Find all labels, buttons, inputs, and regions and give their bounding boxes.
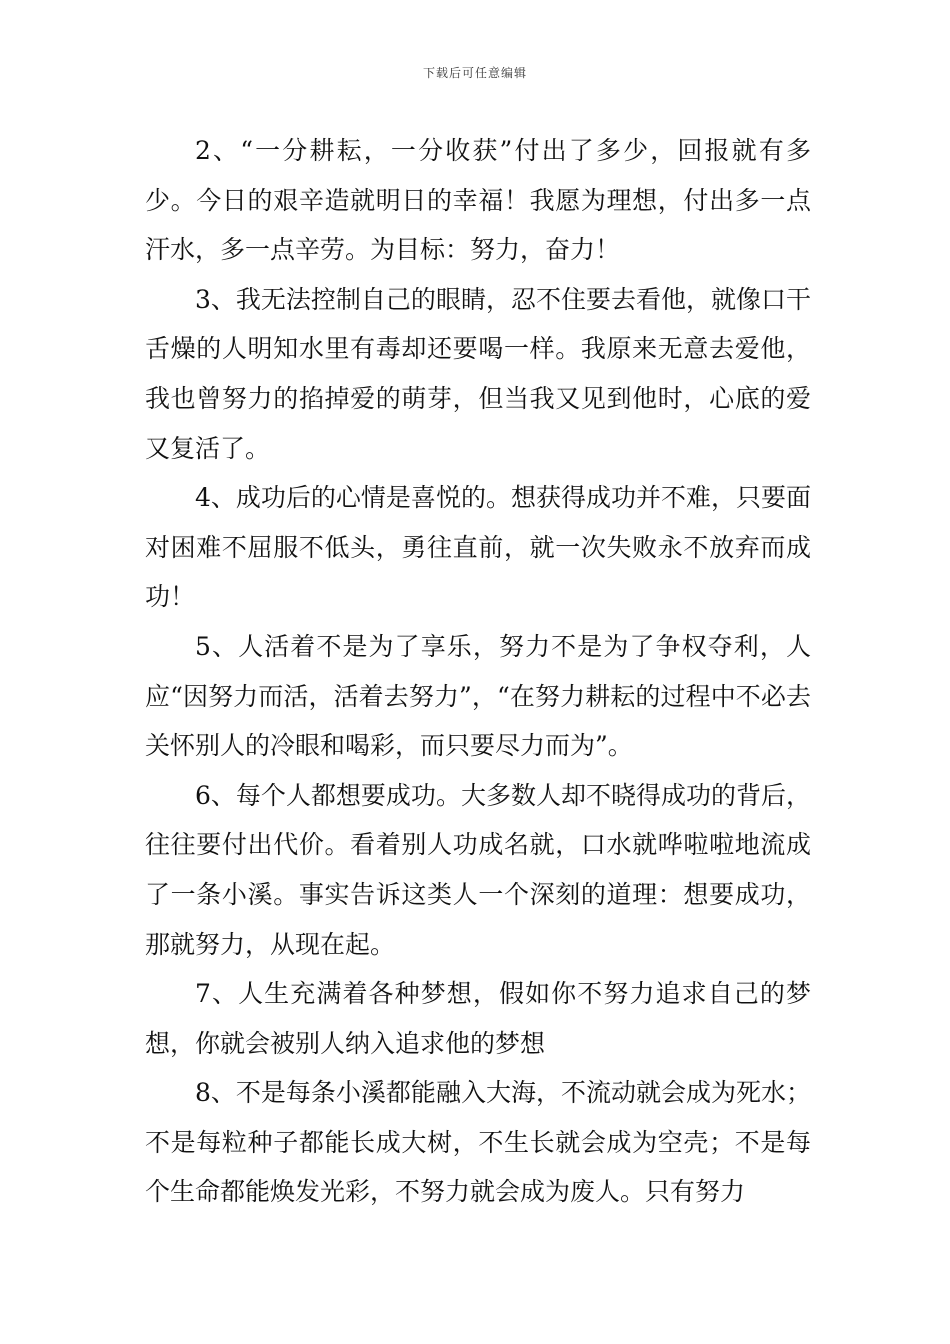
- page-header: 下载后可任意编辑: [422, 66, 527, 80]
- paragraph-5: 5、人活着不是为了享乐，努力不是为了争权夺利，人应“因努力而活，活着去努力”，“在努力耕耘的过程中不必去关怀别人的冷眼和喝彩，而只要尽力而为”。: [145, 631, 811, 761]
- document-body: [145, 126, 811, 1217]
- paragraph-3: 3、我无法控制自己的眼睛，忍不住要去看他，就像口干舌燥的人明知水里有毒却还要喝一样。我原来无意去爱他，我也曾努力的掐掉爱的萌芽，但当我又见到他时，心底的爱又复活了。: [145, 284, 811, 463]
- paragraph-6: 6、每个人都想要成功。大多数人却不晓得成功的背后，往往要付出代价。看着别人功成名就，口水就哗啦啦地流成了一条小溪。事实告诉这类人一个深刻的道理：想要成功，那就努力，从现在起。: [145, 780, 811, 959]
- paragraph-2: 2、“一分耕耘，一分收获”付出了多少，回报就有多少。今日的艰辛造就明日的幸福！我愿为理想，付出多一点汗水，多一点辛劳。为目标：努力，奋力！: [145, 136, 811, 265]
- paragraph-7: 7、人生充满着各种梦想，假如你不努力追求自己的梦想，你就会被别人纳入追求他的梦想: [145, 979, 811, 1058]
- paragraph-4: 4、成功后的心情是喜悦的。想获得成功并不难，只要面对困难不屈服不低头，勇往直前，就一次失败永不放弃而成功！: [145, 483, 811, 612]
- paragraph-8: 8、不是每条小溪都能融入大海，不流动就会成为死水；不是每粒种子都能长成大树，不生长就会成为空壳；不是每个生命都能焕发光彩，不努力就会成为废人。只有努力: [145, 1078, 811, 1207]
